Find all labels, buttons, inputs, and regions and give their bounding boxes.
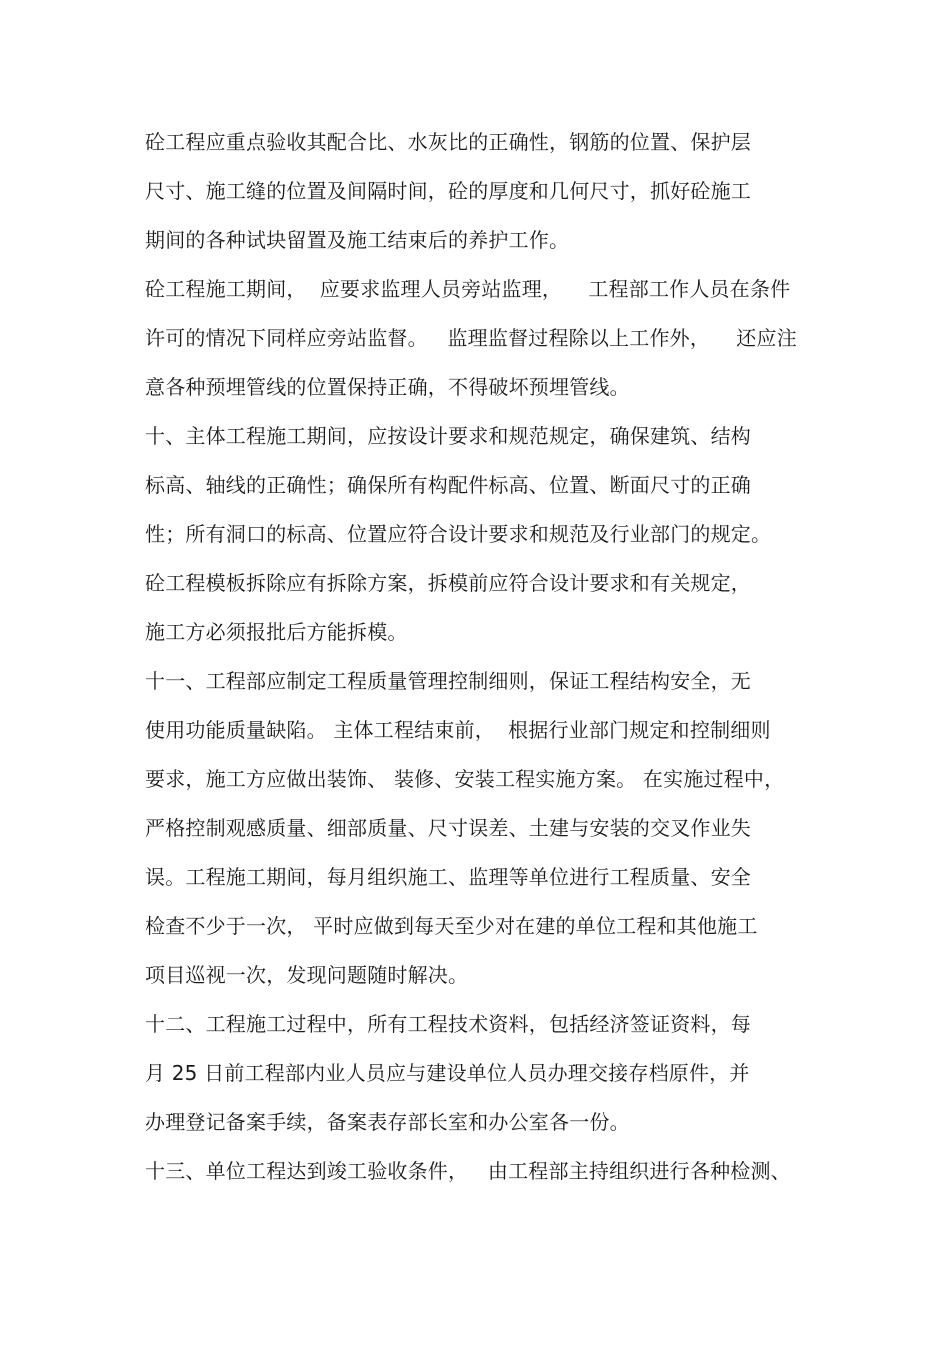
text-line: 严格控制观感质量、细部质量、尺寸误差、土建与安装的交叉作业失: [145, 816, 751, 840]
text-line: 砼工程模板拆除应有拆除方案，拆模前应符合设计要求和有关规定，: [145, 571, 751, 595]
text-line: 误。工程施工期间，每月组织施工、监理等单位进行工程质量、安全: [145, 865, 751, 889]
text-line: 十二、工程施工过程中，所有工程技术资料，包括经济签证资料，每: [145, 1012, 751, 1036]
text-line: 办理登记备案手续，备案表存部长室和办公室各一份。: [145, 1110, 630, 1134]
text-line: 使用功能质量缺陷。 主体工程结束前， 根据行业部门规定和控制细则: [145, 718, 771, 742]
text-line: 砼工程施工期间， 应要求监理人员旁站监理， 工程部工作人员在条件: [145, 277, 791, 301]
text-line: 月 25 日前工程部内业人员应与建设单位人员办理交接存档原件，并: [145, 1061, 750, 1085]
text-line: 十三、单位工程达到竣工验收条件， 由工程部主持组织进行各种检测、: [145, 1159, 791, 1183]
text-line: 项目巡视一次，发现问题随时解决。: [145, 963, 469, 987]
text-line: 砼工程应重点验收其配合比、水灰比的正确性，钢筋的位置、保护层: [145, 130, 751, 154]
document-body: [145, 122, 845, 1200]
text-line: 许可的情况下同样应旁站监督。 监理监督过程除以上工作外， 还应注: [145, 326, 797, 350]
text-line: 期间的各种试块留置及施工结束后的养护工作。: [145, 228, 570, 252]
text-line: 施工方必须报批后方能拆模。: [145, 620, 408, 644]
text-line: 十、主体工程施工期间，应按设计要求和规范规定，确保建筑、结构: [145, 424, 751, 448]
text-line: 标高、轴线的正确性；确保所有构配件标高、位置、断面尺寸的正确: [145, 473, 751, 497]
text-line: 尺寸、施工缝的位置及间隔时间，砼的厚度和几何尺寸，抓好砼施工: [145, 179, 751, 203]
text-line: 意各种预埋管线的位置保持正确，不得破坏预埋管线。: [145, 375, 630, 399]
text-line: 十一、工程部应制定工程质量管理控制细则，保证工程结构安全，无: [145, 669, 751, 693]
text-line: 检查不少于一次， 平时应做到每天至少对在建的单位工程和其他施工: [145, 914, 758, 938]
text-line: 性；所有洞口的标高、位置应符合设计要求和规范及行业部门的规定。: [145, 522, 772, 546]
text-line: 要求，施工方应做出装饰、 装修、安装工程实施方案。 在实施过程中，: [145, 767, 785, 791]
